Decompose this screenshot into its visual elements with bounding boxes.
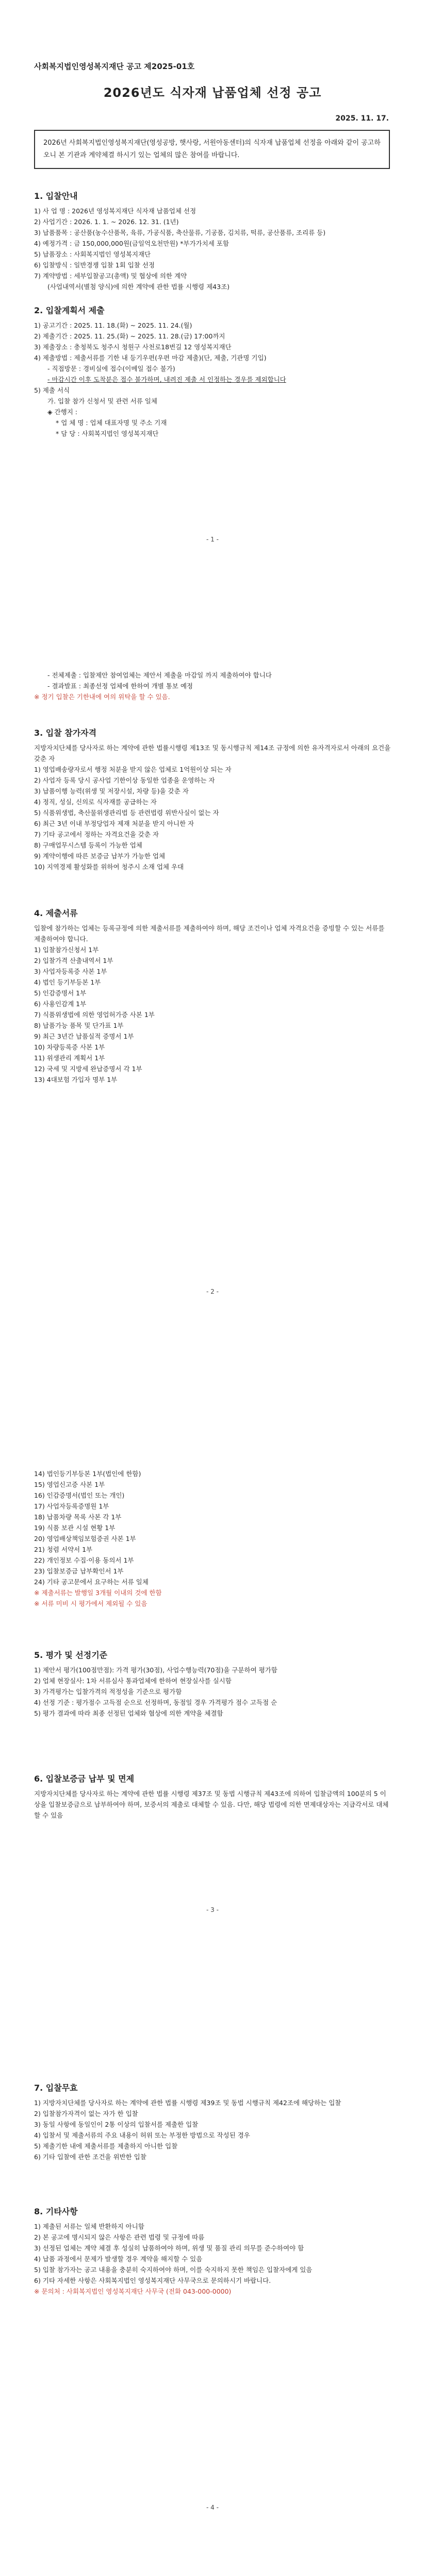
list-item: 7) 계약방법 : 세부입찰공고(총액) 및 협상에 의한 계약 — [34, 272, 187, 280]
section-title: 6. 입찰보증금 납부 및 면제 — [34, 1774, 135, 1784]
list-item: 3) 납품품목 : 공산품(농수산품목, 육류, 가공식품, 축산물류, 기공품, 김치류, 떡류, 공산품류, 조리류 등) — [34, 229, 326, 236]
intro-box: 2026년 사회복지법인영성복지재단(영성공방, 햇사랑, 서원아동센터)의 식자재 납품업체 선정을 아래와 같이 공고하오니 본 기관과 계약체결 하시기 있는 업체의 많은 참여를 바랍니다. — [34, 130, 390, 169]
list-item: 5) 납품장소 : 사회복지법인 영성복지재단 — [34, 250, 151, 258]
list-item: 2) 본 공고에 명시되지 않은 사항은 관련 법령 및 규정에 따름 — [34, 2233, 205, 2241]
section-title: 4. 제출서류 — [34, 908, 78, 918]
list-item: 2) 사업기간 : 2026. 1. 1. ~ 2026. 12. 31. (1년) — [34, 218, 179, 226]
list-item: 12) 국세 및 지방세 완납증명서 각 1부 — [34, 1065, 142, 1073]
list-item: ※ 서류 미비 시 평가에서 제외될 수 있음 — [34, 1600, 148, 1607]
list-item: 지방자치단체를 당사자로 하는 계약에 관한 법률 시행령 제37조 및 동법 시행규칙 제43조에 의하여 입찰금액의 100분의 5 이상을 입찰보증금으로 납부하여야 하며, 보증서의 제출로 대체할 수 있음. 다만, 해당 법령에 의한 면제대상자는 지급각서로 대체할 수 있음 — [34, 1790, 389, 1819]
list-item: - 직접방문 : 경비실에 접수(이메일 접수 불가) — [47, 365, 175, 372]
list-item: 6) 기타 입찰에 관한 조건을 위반한 입찰 — [34, 2153, 146, 2161]
section-submission — [34, 304, 391, 439]
list-item: 3) 제출장소 : 충청북도 청주시 청원구 사천로18번길 12 영성복지재단 — [34, 343, 232, 351]
list-item: 3) 납품이행 능력(위생 및 저장시설, 차량 등)을 갖춘 자 — [34, 787, 189, 795]
list-item: 6) 최근 3년 이내 부정당업자 제재 처분을 받지 아니한 자 — [34, 820, 194, 827]
list-item: 4) 선정 기준 : 평가점수 고득점 순으로 선정하며, 동점일 경우 가격평가 점수 고득점 순 — [34, 1699, 277, 1706]
notice-number: 사회복지법인영성복지재단 공고 제2025-01호 — [34, 62, 195, 71]
list-item: ※ 제출서류는 발행일 3개월 이내의 것에 한함 — [34, 1589, 162, 1597]
list-item: 2) 업체 현장실사: 1차 서류심사 통과업체에 한하여 현장실사를 실시함 — [34, 1677, 232, 1685]
list-item: 1) 공고기간 : 2025. 11. 18.(화) ~ 2025. 11. 24.(월) — [34, 321, 192, 329]
list-item: 13) 4대보험 가입자 명부 1부 — [34, 1076, 118, 1083]
section-evaluation — [34, 1649, 391, 1719]
section-invalid-bid — [34, 2081, 391, 2162]
list-item: 19) 식품 보관 시설 현황 1부 — [34, 1524, 116, 1532]
list-item: 22) 개인정보 수집·이용 동의서 1부 — [34, 1556, 134, 1564]
list-item: 8) 납품가능 품목 및 단가표 1부 — [34, 1022, 124, 1029]
list-item: 3) 동일 사항에 동일인이 2통 이상의 입찰서를 제출한 입찰 — [34, 2121, 199, 2128]
list-item: * 업 체 명 : 업체 대표자명 및 주소 기재 — [56, 419, 167, 427]
list-item: 1) 사 업 명 : 2026년 영성복지재단 식자재 납품업체 선정 — [34, 207, 197, 215]
section-deposit — [34, 1772, 391, 1821]
list-item: 16) 인감증명서(법인 또는 개인) — [34, 1492, 125, 1499]
list-item: 2) 제출기간 : 2025. 11. 25.(화) ~ 2025. 11. 28.(금) 17:00까지 — [34, 332, 225, 340]
list-item: ◈ 간행지 : — [47, 408, 77, 416]
page-title: 2026년도 식자재 납품업체 선정 공고 — [103, 86, 322, 100]
list-item: ※ 문의처 : 사회복지법인 영성복지재단 사무국 (전화 043-000-0000) — [34, 2287, 232, 2295]
list-item: 10) 지역경제 활성화를 위하여 청주시 소재 업체 우대 — [34, 863, 184, 871]
list-item: - 마감시간 이후 도착분은 접수 불가하며, 내려진 제출 서 인정하는 경우를 제외합니다 — [47, 376, 286, 383]
list-item: 6) 입찰방식 : 일반경쟁 입찰 1회 입찰 선정 — [34, 261, 155, 269]
list-item: 6) 기타 자세한 사항은 사회복지법인 영성복지재단 사무국으로 문의하시기 바랍니다. — [34, 2277, 271, 2284]
list-item: (사업내역서(별첨 양식)에 의한 계약에 관한 법률 시행령 제43조) — [47, 283, 230, 291]
list-item: 18) 납품차량 목록 사본 각 1부 — [34, 1513, 122, 1521]
list-item: 5) 제출기한 내에 제출서류를 제출하지 아니한 입찰 — [34, 2142, 178, 2150]
section-title: 3. 입찰 참가자격 — [34, 728, 97, 738]
section-documents-cont — [34, 1468, 391, 1609]
list-item: 가. 입찰 참가 신청서 및 관련 서류 일체 — [47, 397, 157, 405]
section-title: 7. 입찰무효 — [34, 2083, 78, 2093]
list-item: - 결과발표 : 최종선정 업체에 한하여 개별 통보 예정 — [47, 682, 193, 690]
list-item: ※ 정기 입찰은 기한내에 여의 위탁을 할 수 있음. — [34, 693, 170, 701]
list-item: 4) 제출방법 : 제출서류를 기한 내 등기우편(우편 마감 제출)(단, 제출, 기관명 기입) — [34, 354, 267, 362]
list-item: 23) 입찰보증금 납부확인서 1부 — [34, 1567, 124, 1575]
page-number: - 2 - — [206, 1288, 219, 1295]
list-item: 4) 법인 등기부등본 1부 — [34, 978, 101, 986]
list-item: 21) 청렴 서약서 1부 — [34, 1546, 93, 1553]
list-item: 24) 기타 공고문에서 요구하는 서류 일체 — [34, 1578, 149, 1586]
list-item: 2) 입찰참가자격이 없는 자가 한 입찰 — [34, 2110, 138, 2117]
list-item: - 전체제출 : 입찰제안 참여업체는 제안서 제출을 마감일 까지 제출하여야 합니다 — [47, 671, 272, 679]
list-item: 4) 정직, 성실, 신의로 식자재를 공급하는 자 — [34, 798, 157, 806]
list-item: 1) 지방자치단체를 당사자로 하는 계약에 관한 법률 시행령 제39조 및 동법 시행규칙 제42조에 해당하는 입찰 — [34, 2099, 341, 2107]
list-item: 1) 제출된 서류는 일체 반환하지 아니함 — [34, 2223, 144, 2230]
list-item: 3) 선정된 업체는 계약 체결 후 성실히 납품하여야 하며, 위생 및 품질 관리 의무를 준수하여야 함 — [34, 2244, 304, 2252]
list-item: * 담 당 : 사회복지법인 영성복지재단 — [56, 430, 159, 437]
list-item: 20) 영업배상책임보험증권 사본 1부 — [34, 1535, 136, 1543]
list-item: 7) 식품위생법에 의한 영업허가증 사본 1부 — [34, 1011, 155, 1019]
list-item: 4) 납품 과정에서 문제가 발생할 경우 계약을 해지할 수 있음 — [34, 2255, 203, 2263]
section-title: 2. 입찰계획서 제출 — [34, 306, 105, 315]
list-item: 5) 제출 서식 — [34, 386, 70, 394]
list-item: 2) 사업자 등록 당시 공사업 기한이상 동일한 업종을 운영하는 자 — [34, 776, 215, 784]
list-item: 2) 입찰가격 산출내역서 1부 — [34, 957, 113, 964]
list-item: 7) 기타 공고에서 정하는 자격요건을 갖춘 자 — [34, 831, 159, 838]
notice-date: 2025. 11. 17. — [335, 114, 389, 123]
list-item: 8) 구매업무시스템 등록이 가능한 업체 — [34, 841, 142, 849]
section-bidding-info — [34, 190, 391, 292]
list-item: 14) 법인등기부등본 1부(법인에 한함) — [34, 1470, 141, 1478]
page-number: - 4 - — [206, 2504, 219, 2511]
list-item: 5) 인감증명서 1부 — [34, 989, 87, 997]
list-item: 3) 사업자등록증 사본 1부 — [34, 968, 107, 975]
list-item: 4) 예정가격 : 금 150,000,000원(금일억오천만원) *부가가치세 포함 — [34, 240, 229, 247]
list-item: 11) 위생관리 계획서 1부 — [34, 1054, 105, 1062]
list-item: 3) 가격평가는 입찰가격의 적정성을 기준으로 평가함 — [34, 1688, 182, 1696]
section-submission-notes — [34, 670, 391, 702]
list-item: 4) 입찰서 및 제출서류의 주요 내용이 허위 또는 부정한 방법으로 작성된 경우 — [34, 2131, 250, 2139]
list-item: 9) 최근 3년간 납품실적 증명서 1부 — [34, 1032, 134, 1040]
list-item: 5) 입찰 참가자는 공고 내용을 충분히 숙지하여야 하며, 이를 숙지하지 못한 책임은 입찰자에게 있음 — [34, 2266, 313, 2274]
list-item: 1) 제안서 평가(100점만점): 가격 평가(30점), 사업수행능력(70점)을 구분하여 평가함 — [34, 1666, 277, 1674]
list-item: 9) 계약이행에 따른 보증금 납부가 가능한 업체 — [34, 852, 166, 860]
list-item: 17) 사업자등록증명원 1부 — [34, 1502, 109, 1510]
section-title: 8. 기타사항 — [34, 2207, 78, 2216]
list-item: 1) 영업배송량자로서 행정 처분을 받지 않은 업체로 1억원이상 되는 자 — [34, 766, 232, 773]
section-lead: 입찰에 참가하는 업체는 등록규정에 의한 제출서류를 제출하여야 하며, 해당 조건이나 업체 자격요건을 증빙할 수 있는 서류를 제출하여야 합니다. — [34, 924, 385, 943]
section-title: 5. 평가 및 선정기준 — [34, 1650, 108, 1660]
list-item: 5) 평가 결과에 따라 최종 선정된 업체와 협상에 의한 계약을 체결함 — [34, 1709, 223, 1717]
list-item: 15) 영업신고증 사본 1부 — [34, 1481, 105, 1488]
section-misc — [34, 2205, 391, 2297]
page-number: - 1 - — [206, 536, 219, 543]
page-number: - 3 - — [206, 1906, 219, 1913]
list-item: 5) 식품위생법, 축산물위생관리법 등 관련법령 위반사실이 없는 자 — [34, 809, 219, 817]
list-item: 6) 사용인감계 1부 — [34, 1000, 87, 1008]
list-item: 1) 입찰참가신청서 1부 — [34, 946, 99, 954]
section-title: 1. 입찰안내 — [34, 191, 78, 201]
section-eligibility — [34, 726, 391, 872]
list-item: 10) 차량등록증 사본 1부 — [34, 1043, 105, 1051]
section-documents — [34, 907, 391, 1085]
list-item: 지방자치단체를 당사자로 하는 계약에 관한 법률시행령 제13조 및 동시행규칙 제14조 규정에 의한 유자격자로서 아래의 요건을 갖춘 자 — [34, 744, 391, 762]
